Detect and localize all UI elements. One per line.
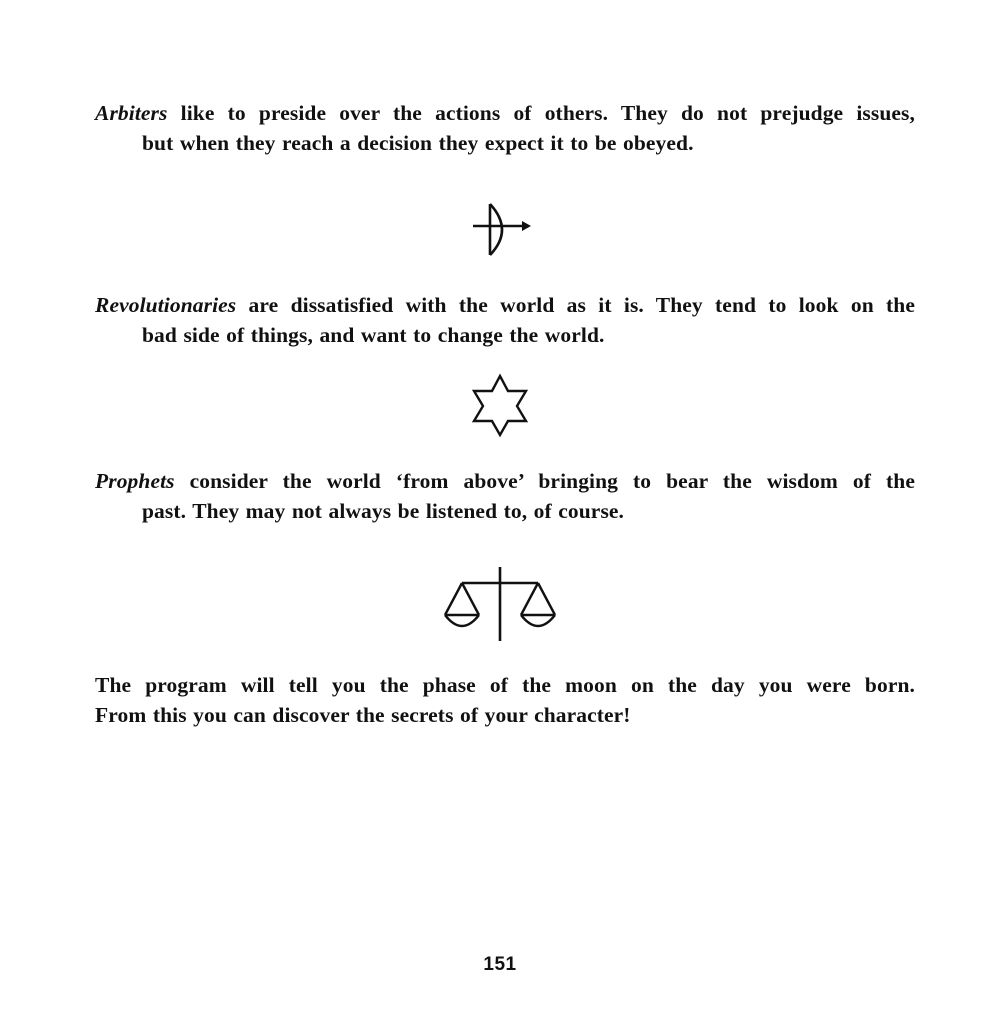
page-number: 151 xyxy=(483,954,517,975)
closing-line-2: From this you can discover the secrets of your character! xyxy=(95,703,631,727)
revolutionaries-paragraph xyxy=(95,290,915,350)
prophets-line-2: past. They may not always be listened to, of course. xyxy=(142,499,625,523)
arbiters-line-2: but when they reach a decision they expect it to be obeyed. xyxy=(142,131,694,155)
revolutionaries-line-1 xyxy=(95,290,915,320)
revolutionaries-term: Revolutionaries xyxy=(95,293,237,317)
arbiters-line-1 xyxy=(95,98,915,128)
prophets-term: Prophets xyxy=(95,469,175,493)
arbiters-line-1-text: like to preside over the actions of others. They do not prejudge issues, xyxy=(167,101,915,125)
closing-paragraph xyxy=(95,670,915,730)
scales-icon xyxy=(440,565,560,645)
revolutionaries-line-1-text: are dissatisfied with the world as it is. They tend to look on the xyxy=(236,293,915,317)
prophets-line-1-text: consider the world ‘from above’ bringing to bear the wisdom of the xyxy=(174,469,915,493)
prophets-paragraph xyxy=(95,466,915,526)
arbiters-term: Arbiters xyxy=(95,101,168,125)
closing-line-1: The program will tell you the phase of the moon on the day you were born. xyxy=(95,673,915,697)
arbiters-paragraph xyxy=(95,98,915,158)
revolutionaries-line-2: bad side of things, and want to change the world. xyxy=(142,323,605,347)
prophets-line-1 xyxy=(95,466,915,496)
six-pointed-star-icon xyxy=(470,372,530,438)
bow-and-arrow-icon xyxy=(470,198,536,260)
